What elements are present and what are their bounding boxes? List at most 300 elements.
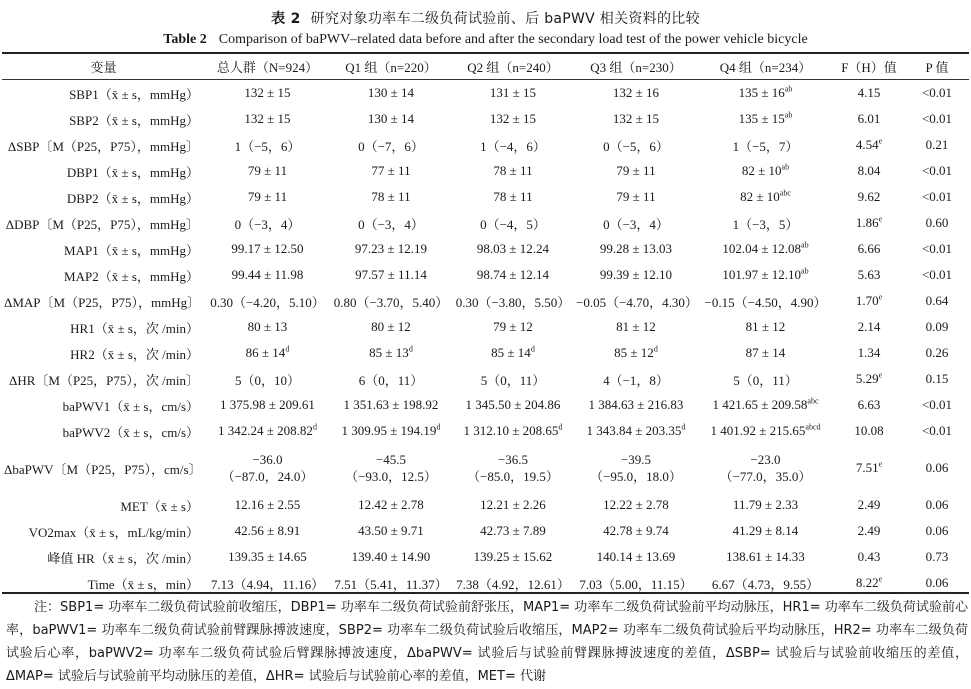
superscript-marker: ab: [784, 84, 793, 94]
f-number: 5.63: [857, 267, 881, 282]
variable-label: baPWV2（x̄ ± s，cm/s）: [62, 424, 199, 440]
superscript-marker: e: [878, 136, 883, 146]
f-value: [833, 392, 905, 418]
f-value: [833, 288, 905, 314]
cell-value: 1 384.63 ± 216.83: [588, 397, 684, 412]
f-value: [833, 80, 905, 107]
cell-value: 1 401.92 ± 215.65: [710, 423, 806, 438]
cell-value: 1（−4，6）: [480, 138, 546, 154]
cell-all: [205, 444, 330, 492]
variable-label: SBP1（x̄ ± s，mmHg）: [69, 86, 199, 102]
cell-value: 4（−1，8）: [603, 372, 669, 388]
comparison-table: [2, 53, 969, 596]
cell-all: [205, 392, 330, 418]
cell-q2: [452, 544, 574, 570]
cell-q3: [574, 314, 698, 340]
cell-value: 77 ± 11: [371, 163, 411, 178]
cell-value: 99.17 ± 12.50: [231, 241, 304, 256]
f-value: [833, 184, 905, 210]
variable-label: ΔDBP〔M（P25，P75），mmHg〕: [5, 216, 199, 232]
table-header-row: [2, 53, 969, 80]
variable-label: MET（x̄ ± s）: [120, 498, 199, 514]
cell-q4: [698, 236, 833, 262]
superscript-marker: d: [408, 344, 413, 354]
table-title-en-text: Comparison of baPWV–related data before and after the secondary load test of the power vehicle bicycle: [218, 32, 808, 47]
cell-value: 1（−5，7）: [732, 138, 799, 154]
cell-value: 82 ± 10: [741, 163, 782, 178]
cell-value: −36.5: [497, 452, 529, 467]
cell-q1: [330, 158, 452, 184]
table-row: [2, 340, 969, 366]
f-value: [833, 210, 905, 236]
cell-q3: [574, 340, 698, 366]
f-number: 2.49: [857, 497, 881, 512]
cell-all: [205, 132, 330, 158]
cell-value: 5（0，10）: [234, 372, 300, 388]
cell-all: [205, 544, 330, 570]
cell-q4: [698, 132, 833, 158]
f-value: [833, 262, 905, 288]
superscript-marker: abc: [807, 396, 819, 406]
f-value: [833, 418, 905, 444]
variable-label: DBP1（x̄ ± s，mmHg）: [66, 164, 199, 180]
cell-q3: [574, 184, 698, 210]
cell-value: −45.5: [375, 452, 407, 467]
table-row: [2, 492, 969, 518]
f-number: 6.01: [857, 111, 881, 126]
f-value: [833, 544, 905, 570]
cell-q3: [574, 366, 698, 392]
cell-q4: [698, 314, 833, 340]
variable-label: DBP2（x̄ ± s，mmHg）: [66, 190, 199, 206]
cell-value: 80 ± 13: [247, 319, 288, 334]
cell-value: 43.50 ± 9.71: [358, 523, 424, 538]
p-value: <0.01: [921, 397, 953, 412]
cell-value: 1 309.95 ± 194.19: [341, 423, 437, 438]
cell-value: 132 ± 15: [244, 85, 291, 100]
cell-value: 139.25 ± 15.62: [473, 549, 553, 564]
cell-value: 12.21 ± 2.26: [480, 497, 546, 512]
cell-q1: [330, 288, 452, 314]
cell-value: −23.0: [750, 452, 781, 467]
p-value: <0.01: [921, 267, 953, 282]
cell-value: 42.78 ± 9.74: [603, 523, 669, 538]
cell-value: 78 ± 11: [371, 189, 411, 204]
cell-value: 12.42 ± 2.78: [358, 497, 424, 512]
table-row: [2, 544, 969, 570]
cell-value: 0.30（−3.80，5.50）: [455, 294, 571, 310]
cell-value: 1 345.50 ± 204.86: [465, 397, 561, 412]
variable-label: ΔMAP〔M（P25，P75），mmHg〕: [4, 294, 201, 310]
cell-value: 7.03（5.00，11.15）: [579, 576, 693, 592]
cell-value: −39.5: [620, 452, 652, 467]
f-number: 1.70: [855, 293, 879, 308]
superscript-marker: abc: [779, 188, 791, 198]
cell-all: [205, 518, 330, 544]
cell-all: [205, 366, 330, 392]
cell-value: 85 ± 12: [614, 345, 654, 360]
cell-value: 0（−5，6）: [603, 138, 669, 154]
cell-value: 1（−3，5）: [732, 216, 799, 232]
table-row: [2, 184, 969, 210]
table-row: [2, 236, 969, 262]
cell-q1: [330, 418, 452, 444]
cell-value: 132 ± 15: [489, 111, 537, 126]
superscript-marker: d: [653, 344, 658, 354]
superscript-marker: d: [530, 344, 535, 354]
f-number: 0.43: [857, 549, 881, 564]
cell-value: 7.13（4.94，11.16）: [210, 576, 325, 592]
cell-value: 0.30（−4.20，5.10）: [210, 294, 325, 310]
cell-q4: [698, 80, 833, 107]
cell-range: （−85.0，19.5）: [467, 469, 559, 484]
cell-value: 130 ± 14: [367, 111, 415, 126]
p-value: 0.26: [925, 345, 949, 360]
variable-label: MAP1（x̄ ± s，mmHg）: [64, 242, 199, 258]
cell-value: 135 ± 16: [738, 85, 785, 100]
cell-q3: [574, 544, 698, 570]
superscript-marker: e: [878, 574, 883, 584]
cell-value: 81 ± 12: [616, 319, 656, 334]
table-title-cn-text: 研究对象功率车二级负荷试验前、后 baPWV 相关资料的比较: [310, 11, 700, 27]
cell-q1: [330, 262, 452, 288]
cell-value: 132 ± 16: [612, 85, 660, 100]
f-number: 4.54: [855, 137, 879, 152]
table-row: [2, 444, 969, 492]
superscript-marker: d: [312, 422, 317, 432]
cell-value: 101.97 ± 12.10: [722, 267, 802, 282]
f-number: 6.63: [857, 397, 881, 412]
superscript-marker: ab: [801, 240, 809, 250]
cell-all: [205, 492, 330, 518]
cell-value: 82 ± 10: [740, 189, 780, 204]
cell-range: （−87.0，24.0）: [221, 469, 314, 484]
variable-label: VO2max（x̄ ± s，mL/kg/min）: [28, 524, 199, 540]
cell-value: 41.29 ± 8.14: [732, 523, 799, 538]
cell-q4: [698, 492, 833, 518]
cell-value: 1 342.24 ± 208.82: [218, 423, 313, 438]
cell-q3: [574, 262, 698, 288]
cell-value: 79 ± 11: [616, 163, 656, 178]
f-value: [833, 340, 905, 366]
superscript-marker: e: [878, 459, 883, 469]
cell-q3: [574, 418, 698, 444]
cell-q1: [330, 184, 452, 210]
cell-value: 139.40 ± 14.90: [351, 549, 431, 564]
variable-label: ΔbaPWV〔M（P25，P75），cm/s〕: [4, 461, 202, 477]
cell-q2: [452, 132, 574, 158]
cell-value: 5（0，11）: [733, 372, 798, 388]
cell-q1: [330, 80, 452, 107]
f-value: [833, 444, 905, 492]
f-number: 1.86: [855, 215, 879, 230]
cell-value: 98.74 ± 12.14: [476, 267, 550, 282]
cell-value: 1 351.63 ± 198.92: [343, 397, 439, 412]
table-row: [2, 158, 969, 184]
cell-q3: [574, 492, 698, 518]
cell-q2: [452, 492, 574, 518]
cell-q2: [452, 158, 574, 184]
cell-value: 132 ± 15: [244, 111, 291, 126]
cell-value: 12.22 ± 2.78: [603, 497, 669, 512]
p-value: <0.01: [921, 241, 953, 256]
f-number: 6.66: [857, 241, 881, 256]
p-value: <0.01: [921, 189, 953, 204]
cell-all: [205, 158, 330, 184]
cell-q1: [330, 392, 452, 418]
cell-value: 140.14 ± 13.69: [596, 549, 676, 564]
cell-q2: [452, 340, 574, 366]
variable-label: SBP2（x̄ ± s，mmHg）: [69, 112, 199, 128]
f-number: 2.14: [857, 319, 881, 334]
p-value: 0.60: [925, 215, 949, 230]
cell-q1: [330, 236, 452, 262]
column-header: Q2 组（n=240）: [452, 53, 574, 80]
cell-range: （−95.0，18.0）: [590, 469, 682, 484]
table-row: [2, 288, 969, 314]
cell-q2: [452, 262, 574, 288]
cell-value: 1 343.84 ± 203.35: [586, 423, 682, 438]
cell-q2: [452, 106, 574, 132]
f-value: [833, 106, 905, 132]
cell-value: 85 ± 14: [491, 345, 531, 360]
table-row: [2, 210, 969, 236]
f-value: [833, 366, 905, 392]
cell-value: 97.23 ± 12.19: [354, 241, 428, 256]
cell-q3: [574, 210, 698, 236]
cell-value: 12.16 ± 2.55: [234, 497, 301, 512]
cell-q3: [574, 132, 698, 158]
f-number: 4.15: [857, 85, 881, 100]
column-header: 总人群（N=924）: [205, 53, 330, 80]
cell-value: 42.56 ± 8.91: [234, 523, 301, 538]
cell-value: 6（0，11）: [358, 372, 424, 388]
cell-q2: [452, 236, 574, 262]
table-row: [2, 132, 969, 158]
f-number: 10.08: [854, 423, 884, 438]
f-value: [833, 236, 905, 262]
cell-value: 87 ± 14: [745, 345, 786, 360]
cell-all: [205, 340, 330, 366]
p-value: 0.06: [925, 497, 949, 512]
cell-value: 131 ± 15: [489, 85, 537, 100]
p-value: 0.06: [925, 460, 949, 475]
table-row: [2, 366, 969, 392]
p-value: 0.06: [925, 575, 949, 590]
cell-value: 1 312.10 ± 208.65: [463, 423, 559, 438]
superscript-marker: ab: [801, 266, 809, 276]
bottom-rule: [2, 592, 969, 594]
superscript-marker: e: [878, 370, 883, 380]
superscript-marker: d: [285, 344, 290, 354]
table-row: [2, 314, 969, 340]
cell-value: 97.57 ± 11.14: [355, 267, 427, 282]
cell-q4: [698, 544, 833, 570]
f-number: 9.62: [857, 189, 881, 204]
p-value: 0.06: [925, 523, 949, 538]
cell-q3: [574, 158, 698, 184]
cell-value: 79 ± 11: [247, 163, 288, 178]
cell-range: （−77.0，35.0）: [719, 469, 812, 484]
cell-q1: [330, 132, 452, 158]
cell-value: 0（−7，6）: [358, 138, 424, 154]
variable-label: 峰值 HR（x̄ ± s，次 /min）: [47, 550, 199, 566]
cell-q1: [330, 544, 452, 570]
cell-value: 0（−3，4）: [234, 216, 301, 232]
table-row: [2, 392, 969, 418]
variable-label: baPWV1（x̄ ± s，cm/s）: [62, 398, 199, 414]
p-value: 0.21: [925, 137, 949, 152]
cell-value: 7.51（5.41，11.37）: [334, 576, 448, 592]
cell-value: 135 ± 15: [738, 111, 785, 126]
cell-q3: [574, 80, 698, 107]
cell-value: 79 ± 12: [493, 319, 533, 334]
variable-label: ΔSBP〔M（P25，P75），mmHg〕: [7, 138, 199, 154]
p-value: <0.01: [921, 111, 953, 126]
cell-value: 102.04 ± 12.08: [722, 241, 802, 256]
cell-value: 99.39 ± 12.10: [599, 267, 673, 282]
column-header: P 值: [905, 53, 969, 80]
cell-q1: [330, 210, 452, 236]
column-header: Q4 组（n=234）: [698, 53, 833, 80]
cell-q4: [698, 418, 833, 444]
cell-q3: [574, 444, 698, 492]
cell-q1: [330, 340, 452, 366]
cell-q4: [698, 366, 833, 392]
cell-q4: [698, 184, 833, 210]
table-label-en: Table 2: [163, 32, 207, 47]
cell-q2: [452, 288, 574, 314]
cell-value: 99.28 ± 13.03: [599, 241, 673, 256]
cell-value: 7.38（4.92，12.61）: [456, 576, 570, 592]
cell-q4: [698, 210, 833, 236]
column-header: Q3 组（n=230）: [574, 53, 698, 80]
p-value: 0.09: [925, 319, 949, 334]
cell-value: 78 ± 11: [493, 189, 533, 204]
table-label-cn: 表 2: [271, 11, 301, 27]
cell-value: 81 ± 12: [745, 319, 786, 334]
cell-value: 86 ± 14: [245, 345, 286, 360]
cell-q1: [330, 518, 452, 544]
f-number: 1.34: [857, 345, 881, 360]
cell-value: −0.05（−4.70，4.30）: [576, 294, 698, 310]
f-number: 2.49: [857, 523, 881, 538]
cell-q2: [452, 366, 574, 392]
cell-q1: [330, 366, 452, 392]
table-title-english: [0, 32, 971, 48]
variable-label: Time（x̄ ± s，min）: [87, 576, 199, 592]
table-row: [2, 262, 969, 288]
cell-q1: [330, 106, 452, 132]
p-value: <0.01: [921, 85, 953, 100]
f-value: [833, 518, 905, 544]
p-value: 0.64: [925, 293, 949, 308]
p-value: 0.15: [925, 371, 949, 386]
f-value: [833, 492, 905, 518]
cell-value: 132 ± 15: [612, 111, 660, 126]
cell-value: 80 ± 12: [371, 319, 411, 334]
variable-label: ΔHR〔M（P25，P75），次 /min〕: [8, 372, 199, 388]
table-title-chinese: [0, 8, 971, 28]
superscript-marker: d: [558, 422, 563, 432]
table-row: [2, 518, 969, 544]
cell-q3: [574, 236, 698, 262]
f-number: 7.51: [855, 460, 879, 475]
superscript-marker: e: [878, 214, 883, 224]
superscript-marker: d: [436, 422, 441, 432]
cell-all: [205, 288, 330, 314]
cell-q4: [698, 288, 833, 314]
cell-value: 79 ± 11: [247, 189, 288, 204]
variable-label: HR1（x̄ ± s，次 /min）: [70, 320, 199, 336]
cell-value: 11.79 ± 2.33: [732, 497, 799, 512]
superscript-marker: d: [681, 422, 686, 432]
column-header: 变量: [2, 53, 205, 80]
cell-all: [205, 262, 330, 288]
cell-value: 138.61 ± 14.33: [726, 549, 805, 564]
cell-value: 1 421.65 ± 209.58: [712, 397, 808, 412]
p-value: 0.73: [925, 549, 949, 564]
cell-q3: [574, 288, 698, 314]
f-value: [833, 314, 905, 340]
cell-value: 0（−3，4）: [603, 216, 669, 232]
f-value: [833, 132, 905, 158]
cell-q2: [452, 518, 574, 544]
column-header: Q1 组（n=220）: [330, 53, 452, 80]
cell-value: 0（−3，4）: [358, 216, 424, 232]
cell-value: 0（−4，5）: [480, 216, 546, 232]
cell-q2: [452, 392, 574, 418]
cell-q4: [698, 392, 833, 418]
superscript-marker: ab: [784, 110, 793, 120]
cell-range: （−93.0，12.5）: [345, 469, 437, 484]
cell-q3: [574, 518, 698, 544]
p-value: <0.01: [921, 163, 953, 178]
column-header: F（H）值: [833, 53, 905, 80]
cell-q2: [452, 444, 574, 492]
cell-q2: [452, 184, 574, 210]
table-row: [2, 106, 969, 132]
table-row: [2, 80, 969, 107]
cell-q4: [698, 340, 833, 366]
cell-value: 98.03 ± 12.24: [476, 241, 550, 256]
table-row: [2, 418, 969, 444]
variable-label: MAP2（x̄ ± s，mmHg）: [64, 268, 199, 284]
superscript-marker: abcd: [805, 422, 821, 432]
variable-label: HR2（x̄ ± s，次 /min）: [70, 346, 199, 362]
f-number: 8.04: [857, 163, 881, 178]
f-number: 5.29: [855, 371, 879, 386]
cell-all: [205, 106, 330, 132]
cell-value: 42.73 ± 7.89: [480, 523, 546, 538]
cell-q1: [330, 314, 452, 340]
cell-value: 5（0，11）: [480, 372, 546, 388]
f-number: 8.22: [855, 575, 879, 590]
superscript-marker: ab: [781, 162, 790, 172]
cell-q4: [698, 262, 833, 288]
cell-value: 6.67（4.73，9.55）: [711, 576, 820, 592]
cell-value: 130 ± 14: [367, 85, 415, 100]
cell-q2: [452, 314, 574, 340]
cell-q1: [330, 492, 452, 518]
cell-value: 0.80（−3.70，5.40）: [333, 294, 449, 310]
cell-q3: [574, 106, 698, 132]
cell-value: 99.44 ± 11.98: [231, 267, 304, 282]
table-body: [2, 80, 969, 597]
cell-all: [205, 210, 330, 236]
cell-q4: [698, 158, 833, 184]
cell-q4: [698, 106, 833, 132]
